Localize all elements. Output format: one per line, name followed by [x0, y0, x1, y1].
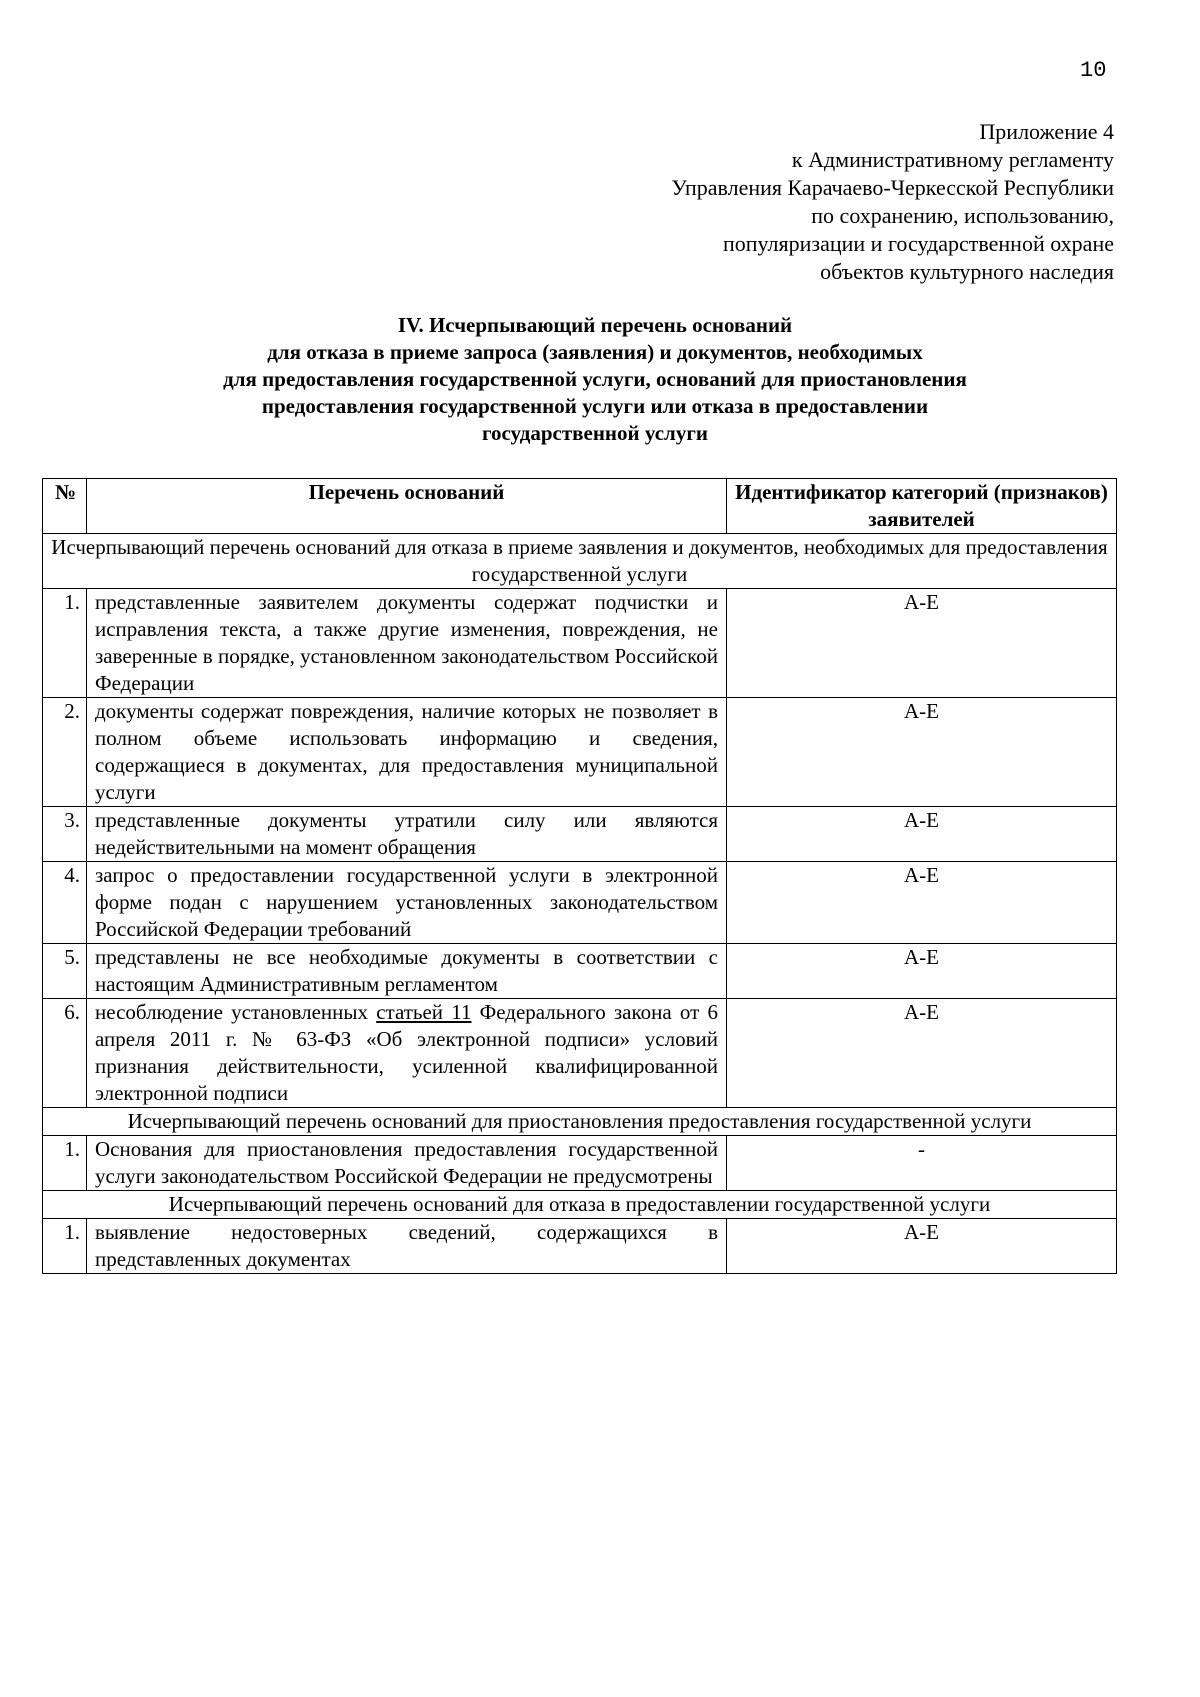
- appendix-line: Управления Карачаево-Черкесской Республики: [671, 175, 1114, 200]
- table-row: [43, 862, 1117, 944]
- row-number: 1.: [43, 589, 87, 698]
- appendix-block: [494, 118, 1114, 286]
- row-text: выявление недостоверных сведений, содержащихся в представленных документах: [87, 1219, 727, 1274]
- row-number: 3.: [43, 807, 87, 862]
- section-title: Исчерпывающий перечень оснований для приостановления предоставления государственной услуги: [43, 1108, 1117, 1136]
- row-text: запрос о предоставлении государственной услуги в электронной форме подан с нарушением установленных законодательством Российской Федерации требований: [87, 862, 727, 944]
- appendix-line: популяризации и государственной охране: [722, 231, 1114, 256]
- page-number: 10: [1080, 58, 1107, 83]
- section-title: Исчерпывающий перечень оснований для отказа в приеме заявления и документов, необходимых для предоставления государственной услуги: [43, 534, 1117, 589]
- row-text-after: Федерального закона от 6 апреля 2011 г. № 63-ФЗ «Об электронной подписи» условий признания действительности, усиленной квалифицированной электронной подписи: [95, 1000, 718, 1105]
- section-heading: [60, 312, 1130, 447]
- row-text: представлены не все необходимые документы в соответствии с настоящим Административным регламентом: [87, 944, 727, 999]
- table-row: [43, 1136, 1117, 1191]
- row-category: А-Е: [727, 807, 1117, 862]
- header-num: №: [43, 479, 87, 534]
- table-row: [43, 944, 1117, 999]
- row-number: 6.: [43, 999, 87, 1108]
- appendix-line: к Административному регламенту: [791, 147, 1114, 172]
- table-row: [43, 589, 1117, 698]
- row-number: 1.: [43, 1219, 87, 1274]
- table-row: [43, 807, 1117, 862]
- row-text-before: несоблюдение установленных: [95, 1000, 377, 1024]
- grounds-table: [42, 478, 1117, 1274]
- appendix-line: объектов культурного наследия: [820, 259, 1114, 284]
- section-title-row: [43, 534, 1117, 589]
- section-title-row: [43, 1108, 1117, 1136]
- row-category: А-Е: [727, 1219, 1117, 1274]
- row-text: представленные заявителем документы содержат подчистки и исправления текста, а также другие изменения, повреждения, не заверенные в порядке, установленном законодательством Российской Федерации: [87, 589, 727, 698]
- row-number: 4.: [43, 862, 87, 944]
- row-category: А-Е: [727, 944, 1117, 999]
- table-row: [43, 698, 1117, 807]
- heading-line: для предоставления государственной услуги, оснований для приостановления: [223, 367, 967, 391]
- law-article-link[interactable]: статьей 11: [376, 1000, 472, 1024]
- row-number: 5.: [43, 944, 87, 999]
- section-title-row: [43, 1191, 1117, 1219]
- heading-line: предоставления государственной услуги или отказа в предоставлении: [261, 394, 929, 418]
- row-number: 2.: [43, 698, 87, 807]
- table-header-row: [43, 479, 1117, 534]
- section-title: Исчерпывающий перечень оснований для отказа в предоставлении государственной услуги: [43, 1191, 1117, 1219]
- appendix-line: по сохранению, использованию,: [811, 203, 1114, 228]
- row-text: [87, 999, 727, 1108]
- row-text: представленные документы утратили силу или являются недействительными на момент обращения: [87, 807, 727, 862]
- heading-line: для отказа в приеме запроса (заявления) и документов, необходимых: [267, 340, 923, 364]
- table-row: [43, 1219, 1117, 1274]
- appendix-line: Приложение 4: [979, 119, 1114, 144]
- row-category: А-Е: [727, 589, 1117, 698]
- row-category: А-Е: [727, 999, 1117, 1108]
- heading-line: IV. Исчерпывающий перечень оснований: [397, 313, 793, 337]
- table-row: [43, 999, 1117, 1108]
- row-category: А-Е: [727, 862, 1117, 944]
- row-number: 1.: [43, 1136, 87, 1191]
- row-category: А-Е: [727, 698, 1117, 807]
- heading-line: государственной услуги: [482, 421, 708, 445]
- header-grounds: Перечень оснований: [87, 479, 727, 534]
- row-text: Основания для приостановления предоставления государственной услуги законодательством Российской Федерации не предусмотрены: [87, 1136, 727, 1191]
- row-text: документы содержат повреждения, наличие которых не позволяет в полном объеме использовать информацию и сведения, содержащиеся в документах, для предоставления муниципальной услуги: [87, 698, 727, 807]
- row-category: -: [727, 1136, 1117, 1191]
- header-category: Идентификатор категорий (признаков) заявителей: [727, 479, 1117, 534]
